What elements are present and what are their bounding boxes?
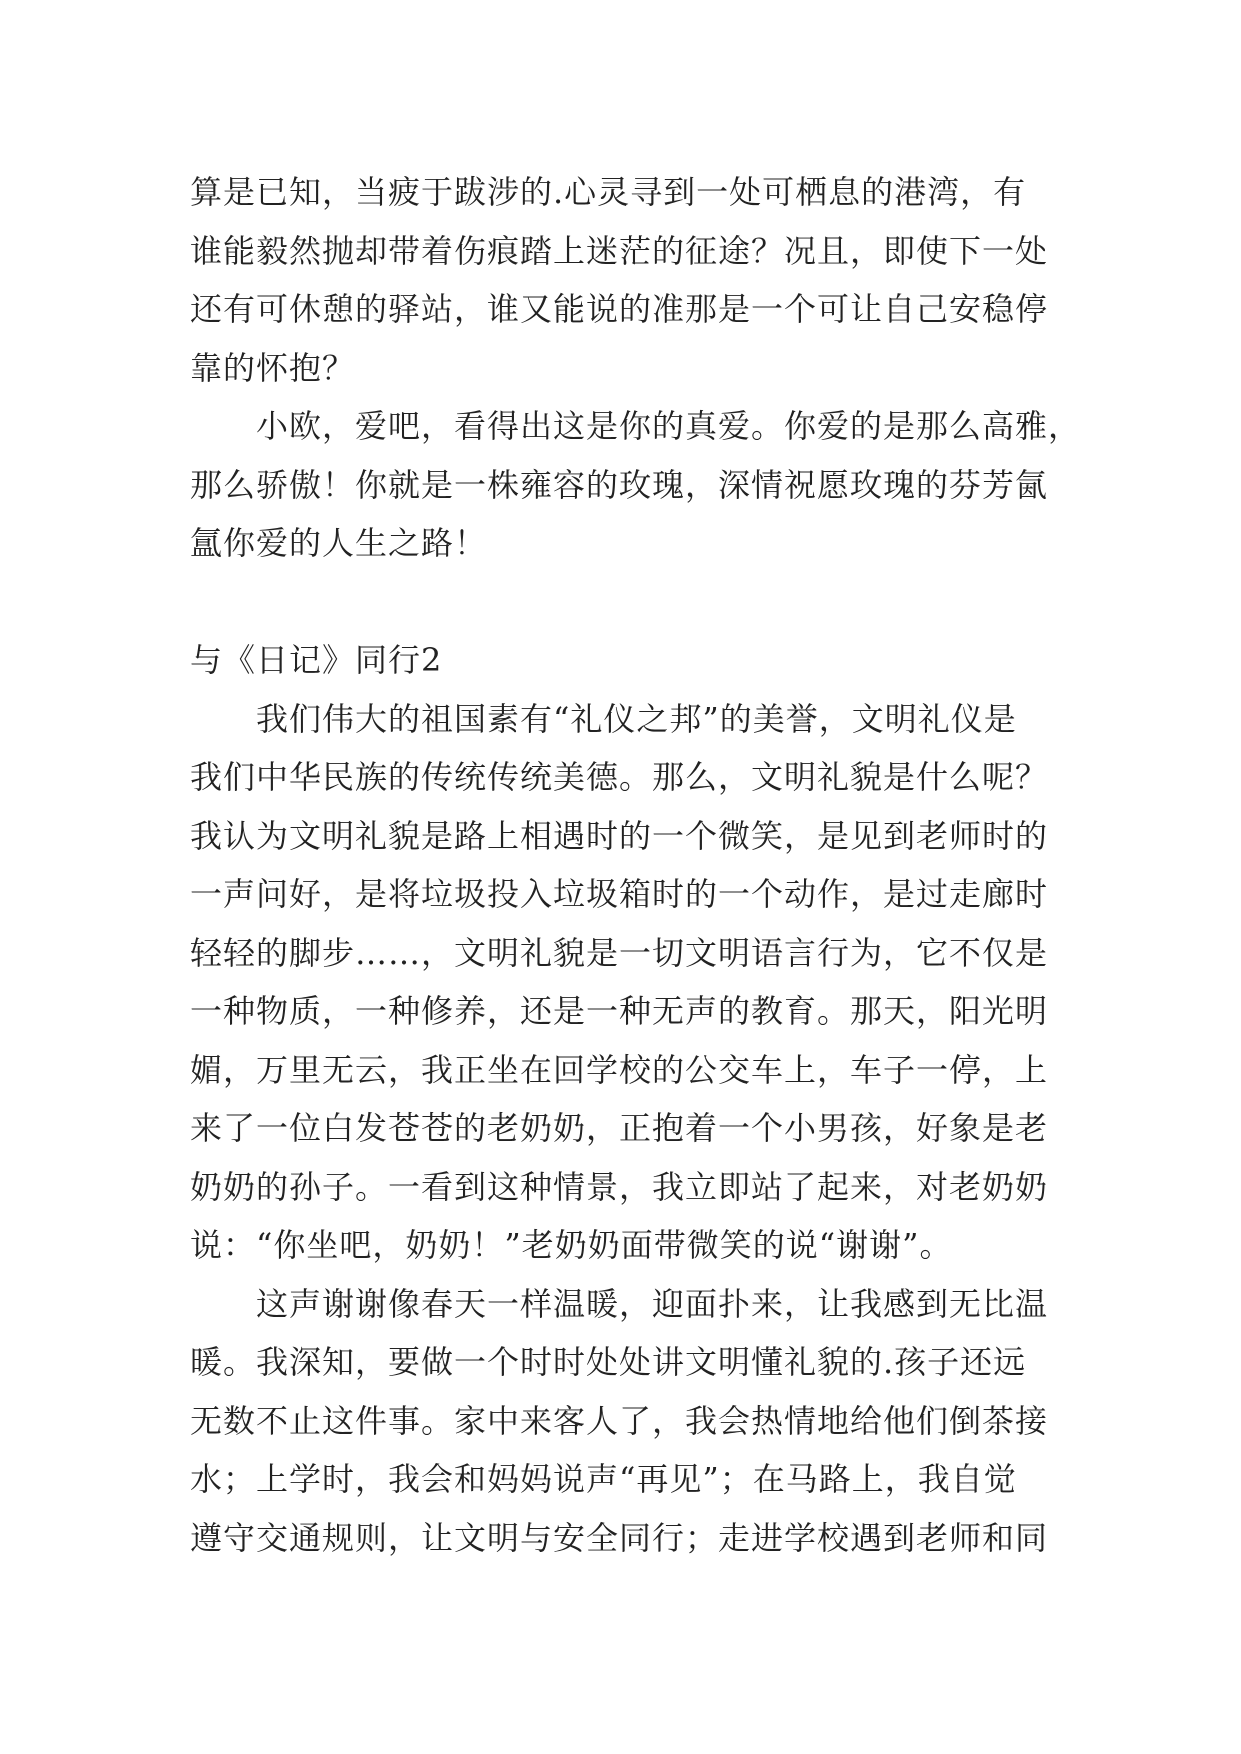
text-line: 算是已知，当疲于跋涉的.心灵寻到一处可栖息的港湾，有 xyxy=(190,173,1027,211)
text-line: 奶奶的孙子。一看到这种情景，我立即站了起来，对老奶奶 xyxy=(190,1167,1049,1206)
document-body xyxy=(190,163,1082,1567)
text-line: 我认为文明礼貌是路上相遇时的一个微笑，是见到老师时的 xyxy=(190,816,1049,855)
text-line: 我们中华民族的传统传统美德。那么，文明礼貌是什么呢？ xyxy=(190,758,1049,796)
text-line: 媚，万里无云，我正坐在回学校的公交车上，车子一停，上 xyxy=(190,1050,1049,1089)
paragraph-1 xyxy=(190,163,1070,397)
text-line: 说：“你坐吧，奶奶！”老奶奶面带微笑的说“谢谢”。 xyxy=(190,1226,953,1264)
text-line: 那么骄傲！你就是一株雍容的玫瑰，深情祝愿玫瑰的芬芳氤 xyxy=(190,465,1049,504)
text-line: 无数不止这件事。家中来客人了，我会热情地给他们倒茶接 xyxy=(190,1401,1049,1440)
text-line: 小欧，爱吧，看得出这是你的真爱。你爱的是那么高雅， xyxy=(256,407,1082,445)
section-spacer xyxy=(190,573,1070,632)
text-line: 这声谢谢像春天一样温暖，迎面扑来，让我感到无比温 xyxy=(256,1284,1049,1323)
text-line: 水；上学时，我会和妈妈说声“再见”；在马路上，我自觉 xyxy=(190,1460,1017,1498)
paragraph-2 xyxy=(190,397,1082,573)
paragraph-4 xyxy=(190,1275,1070,1568)
text-line: 来了一位白发苍苍的老奶奶，正抱着一个小男孩，好象是老 xyxy=(190,1109,1049,1147)
text-line: 我们伟大的祖国素有“礼仪之邦”的美誉，文明礼仪是 xyxy=(256,699,1017,738)
text-line: 一种物质，一种修养，还是一种无声的教育。那天，阳光明 xyxy=(190,992,1049,1030)
text-line: 靠的怀抱？ xyxy=(190,348,356,387)
text-line: 遵守交通规则，让文明与安全同行；走进学校遇到老师和同 xyxy=(190,1518,1049,1557)
text-line: 暖。我深知，要做一个时时处处讲文明懂礼貌的.孩子还远 xyxy=(190,1343,1027,1381)
text-line: 氲你爱的人生之路！ xyxy=(190,524,488,562)
section-heading: 与《日记》同行2 xyxy=(190,641,443,679)
paragraph-3 xyxy=(190,690,1070,1275)
text-line: 还有可休憩的驿站，谁又能说的准那是一个可让自己安稳停 xyxy=(190,290,1049,328)
text-line: 谁能毅然抛却带着伤痕踏上迷茫的征途？况且，即使下一处 xyxy=(190,231,1049,270)
text-line: 轻轻的脚步……，文明礼貌是一切文明语言行为，它不仅是 xyxy=(190,933,1049,972)
text-line: 一声问好，是将垃圾投入垃圾箱时的一个动作，是过走廊时 xyxy=(190,875,1049,913)
